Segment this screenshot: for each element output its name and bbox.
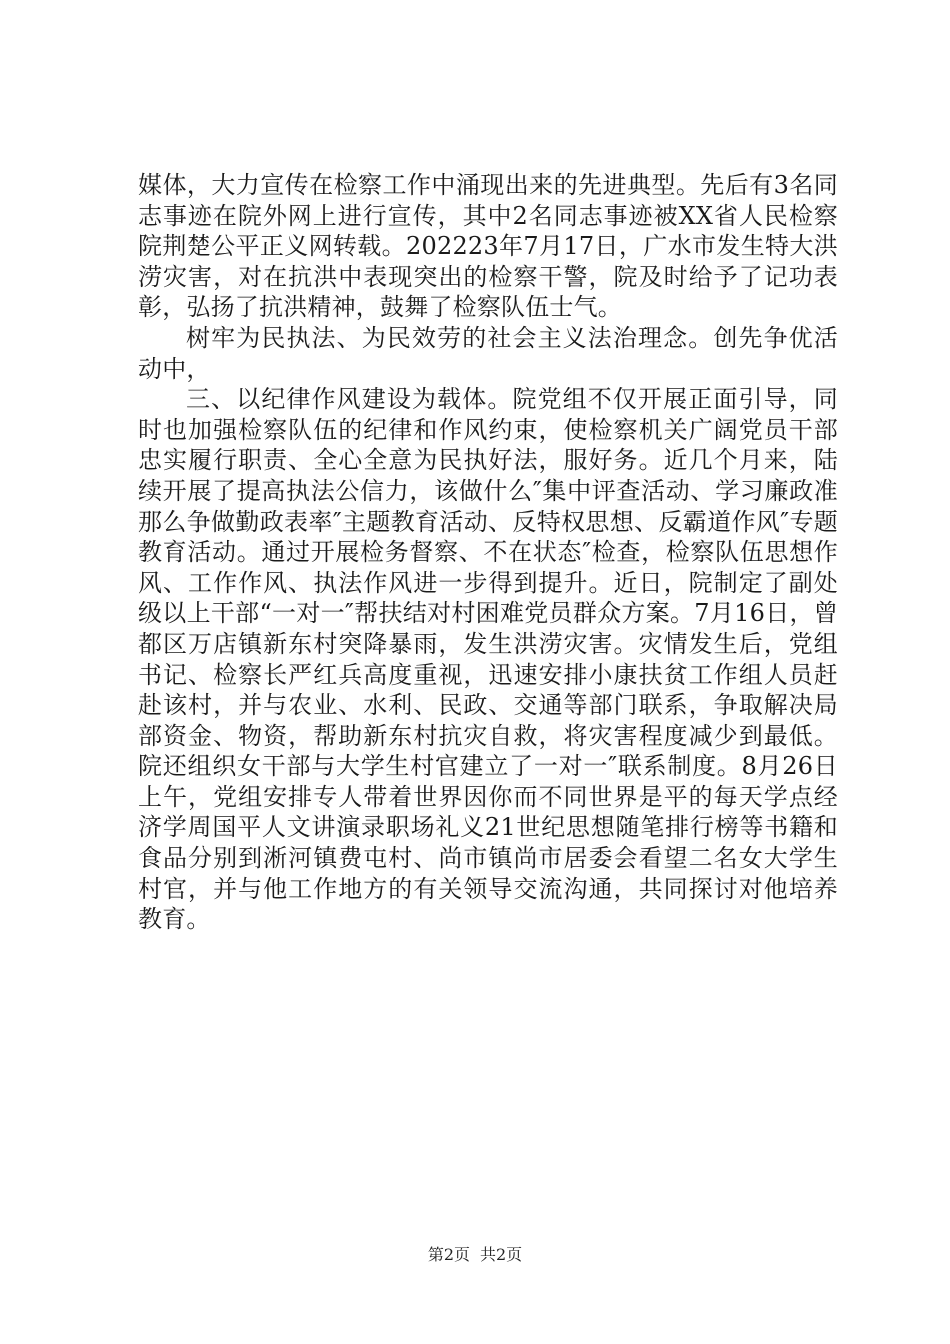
page-number-total: 共2页 [480,1245,523,1264]
paragraph-discipline: 三、以纪律作风建设为载体。院党组不仅开展正面引导，同时也加强检察队伍的纪律和作风约束，使检察机关广阔党员干部忠实履行职责、全心全意为民执好法，服好务。近几个月来，陆续开展了提高执法公信力，该做什么″集中评查活动、学习廉政准那么争做勤政表率″主题教育活动、反特权思想、反霸道作风″专题教育活动。通过开展检务督察、不在状态″检查，检察队伍思想作风、工作作风、执法作风进一步得到提升。近日，院制定了副处级以上干部“一对一″帮扶结对村困难党员群众方案。7月16日，曾都区万店镇新东村突降暴雨，发生洪涝灾害。灾情发生后，党组书记、检察长严红兵高度重视，迅速安排小康扶贫工作组人员赶赴该村，并与农业、水利、民政、交通等部门联系，争取解决局部资金、物资，帮助新东村抗灾自救，将灾害程度减少到最低。院还组织女干部与大学生村官建立了一对一″联系制度。8月26日上午，党组安排专人带着世界因你而不同世界是平的每天学点经济学周国平人文讲演录职场礼义21世纪思想随笔排行榜等书籍和食品分别到淅河镇费屯村、尚市镇尚市居委会看望二名女大学生村官，并与他工作地方的有关领导交流沟通，共同探讨对他培养教育。 [138,385,838,934]
page-number-current: 第2页 [427,1245,470,1264]
paragraph-rule-of-law: 树牢为民执法、为民效劳的社会主义法治理念。创先争优活动中， [138,323,838,383]
document-body [138,170,838,935]
paragraph-continuation: 媒体，大力宣传在检察工作中涌现出来的先进典型。先后有3名同志事迹在院外网上进行宣传，其中2名同志事迹被XX省人民检察院荆楚公平正义网转载。202223年7月17日，广水市发生特大洪涝灾害，对在抗洪中表现突出的检察干警，院及时给予了记功表彰，弘扬了抗洪精神，鼓舞了检察队伍士气。 [138,171,838,322]
page-footer [0,1242,950,1265]
